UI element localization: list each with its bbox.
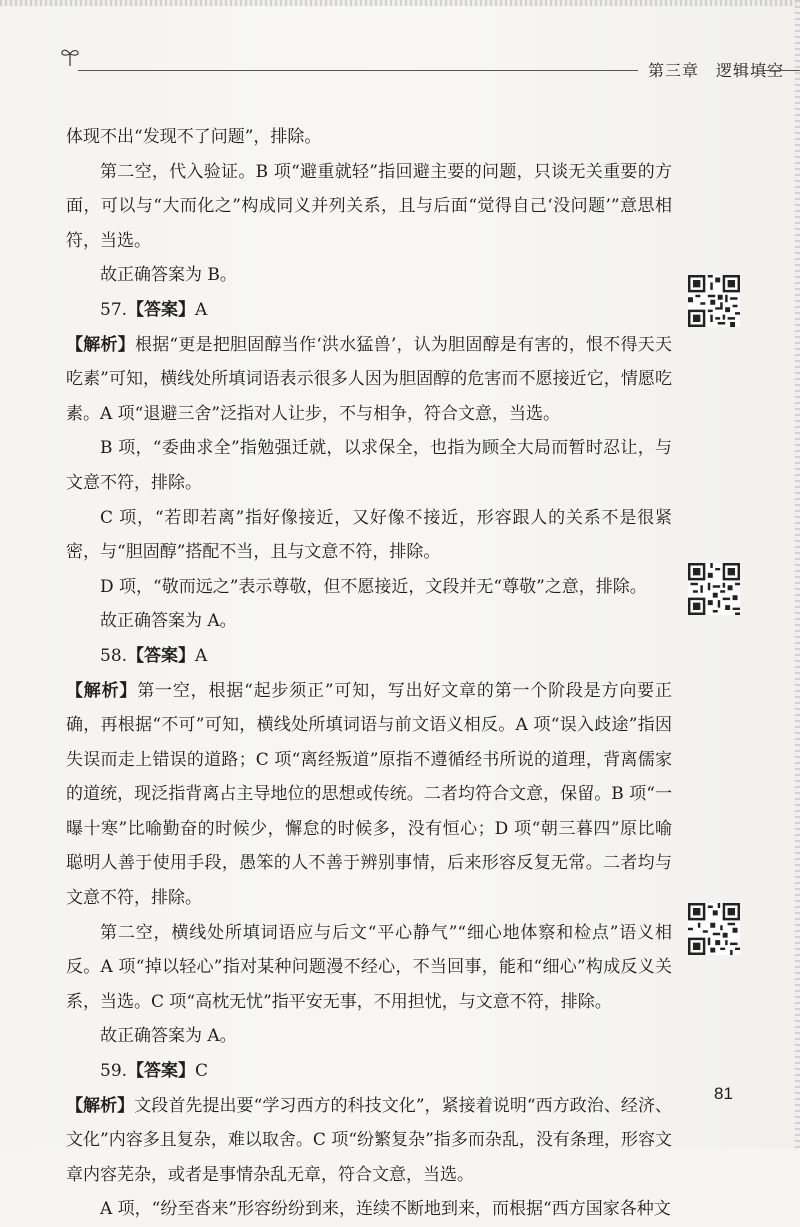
sprout-logo-icon xyxy=(58,44,82,68)
question-number: 58. xyxy=(100,645,128,666)
qr-code-icon[interactable] xyxy=(688,903,740,955)
analysis-58 xyxy=(66,674,672,916)
scan-edge-top xyxy=(0,0,800,6)
analysis-label: 【解析】 xyxy=(66,1095,135,1116)
paragraph: 第二空，代入验证。B 项“避重就轻”指回避主要的问题，只谈无关重要的方面，可以与“大而化之”构成同义并列关系，且与后面“觉得自己‘没问题’”意思相符，当选。 xyxy=(66,161,672,251)
analysis-text: 第一空，根据“起步须正”可知，写出好文章的第一个阶段是方向要正确，再根据“不可”可知，横线处所填词语与前文语义相反。A 项“误入歧途”指因失误而走上错误的道路；C 项“离经叛道”原指不遵循经书所说的道理，背离儒家的道统，现泛指背离占主导地位的思想或传统。二者均符合文意，保留。B 项“一曝十寒”比喻勤奋的时候少，懈怠的时候多，没有恒心；D 项“朝三暮四”原比喻聪明人善于使用手段，愚笨的人不善于辨别事情，后来形容反复无常。二者均与文意不符，排除。 xyxy=(66,680,672,909)
analysis-label: 【解析】 xyxy=(66,680,138,701)
paragraph: D 项，“敬而远之”表示尊敬，但不愿接近，文段并无“尊敬”之意，排除。 xyxy=(100,576,647,597)
paragraph: 体现不出“发现不了问题”，排除。 xyxy=(66,127,322,147)
header-rule xyxy=(78,70,638,71)
paragraph: B 项，“委曲求全”指勉强迁就，以求保全，也指为顾全大局而暂时忍让，与文意不符，排除。 xyxy=(66,438,672,493)
header-rule-right xyxy=(764,70,800,71)
scan-edge-right xyxy=(795,0,800,1149)
analysis-59 xyxy=(66,1089,672,1193)
paragraph: 故正确答案为 A。 xyxy=(100,1026,237,1047)
page-header xyxy=(58,44,800,80)
paragraph: 故正确答案为 A。 xyxy=(100,611,237,632)
answer-label: 【答案】 xyxy=(127,645,196,666)
answer-value: C xyxy=(195,1061,209,1082)
answer-label: 【答案】 xyxy=(127,1061,196,1082)
question-number: 59. xyxy=(100,1061,128,1082)
answer-value: A xyxy=(195,645,208,666)
analysis-57 xyxy=(66,328,672,432)
answer-label: 【答案】 xyxy=(127,299,196,320)
analysis-text: 根据“更是把胆固醇当作‘洪水猛兽’，认为胆固醇是有害的，恨不得天天吃素”可知，横线处所填词语表示很多人因为胆固醇的危害而不愿接近它，情愿吃素。A 项“退避三舍”泛指对人让步，不与相争，符合文意，当选。 xyxy=(66,334,673,424)
qr-code-icon[interactable] xyxy=(688,563,740,615)
analysis-label: 【解析】 xyxy=(66,334,135,355)
page-number: 81 xyxy=(714,1084,733,1103)
paragraph: 故正确答案为 B。 xyxy=(100,265,237,286)
analysis-text: 文段首先提出要“学习西方的科技文化”，紧接着说明“西方政治、经济、文化”内容多且复杂，难以取舍。C 项“纷繁复杂”指多而杂乱，没有条理，形容文章内容芜杂，或者是事情杂乱无章，符合文意，当选。 xyxy=(66,1095,672,1185)
answer-57-line xyxy=(66,293,672,328)
paragraph: A 项，“纷至沓来”形容纷纷到来，连续不断地到来，而根据“西方国家各种文 xyxy=(100,1199,671,1220)
answer-58-line xyxy=(66,639,672,674)
answer-value: A xyxy=(195,299,208,320)
page-content xyxy=(66,120,672,1227)
qr-code-icon[interactable] xyxy=(688,275,740,327)
paragraph: C 项，“若即若离”指好像接近，又好像不接近，形容跟人的关系不是很紧密，与“胆固醇”搭配不当，且与文意不符，排除。 xyxy=(66,507,672,563)
question-number: 57. xyxy=(100,299,128,320)
answer-59-line xyxy=(66,1054,672,1089)
paragraph: 第二空，横线处所填词语应与后文“平心静气”“细心地体察和检点”语义相反。A 项“掉以轻心”指对某种问题漫不经心，不当回事，能和“细心”构成反义关系，当选。C 项“高枕无忧”指平安无事，不用担忧，与文意不符，排除。 xyxy=(66,922,672,1012)
chapter-title: 第三章 逻辑填空 xyxy=(648,61,785,80)
